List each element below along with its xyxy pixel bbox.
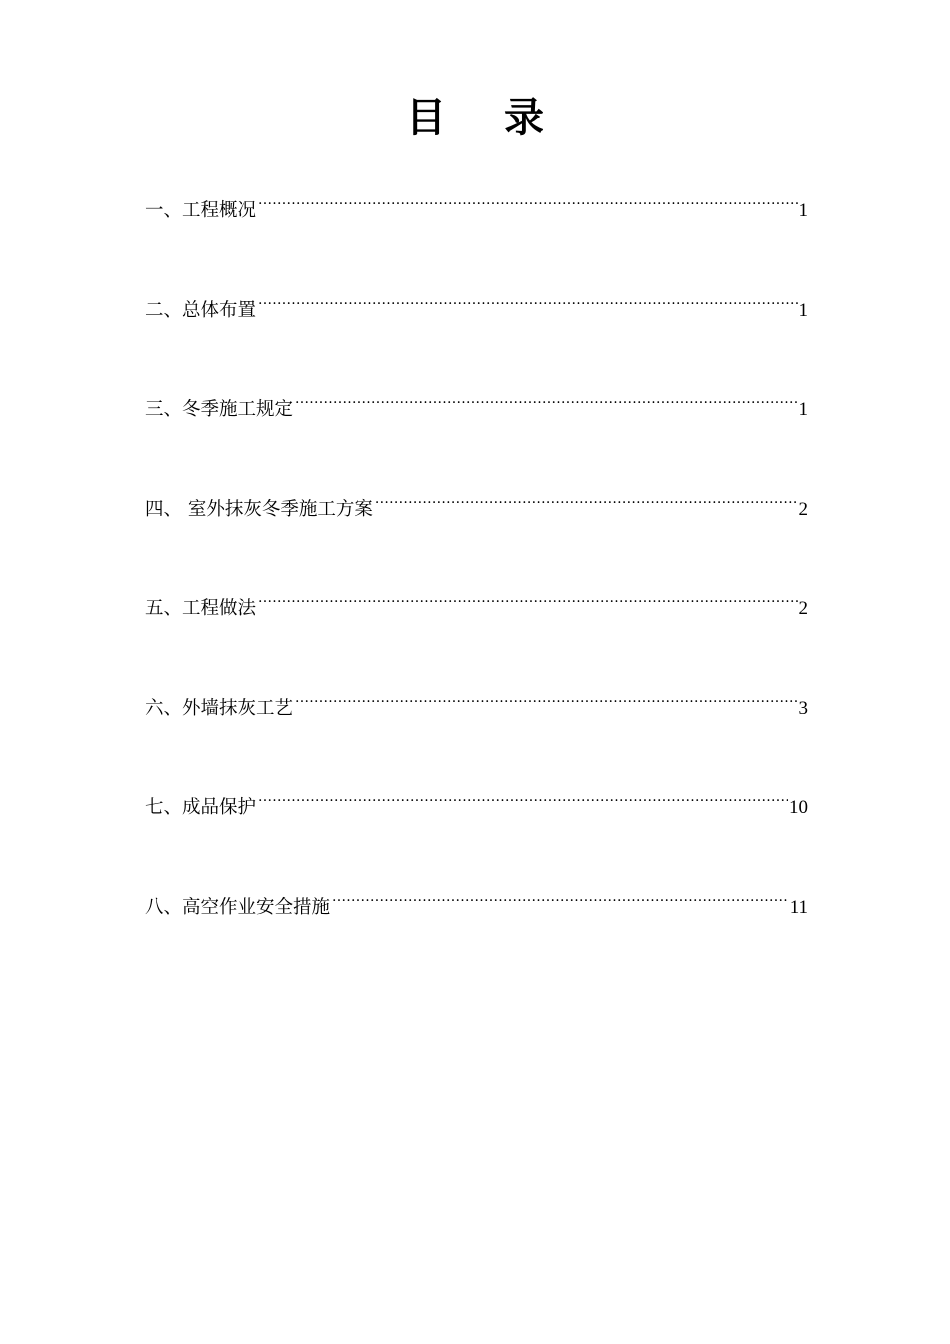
toc-entry[interactable] (145, 375, 808, 475)
toc-entry-label: 二、总体布置 (145, 299, 257, 321)
toc-dot-leader (295, 674, 797, 714)
toc-entry-label: 七、成品保护 (145, 797, 257, 818)
toc-entry[interactable] (145, 873, 808, 973)
toc-entry-label: 六、外墙抹灰工艺 (145, 697, 294, 719)
toc-page-number: 1 (798, 200, 808, 221)
toc-entry-label: 一、工程概况 (145, 200, 257, 221)
toc-entry[interactable] (145, 276, 808, 376)
toc-page-number: 1 (798, 299, 808, 321)
toc-list (145, 176, 808, 972)
toc-title: 目录 (406, 95, 602, 141)
toc-page-number: 11 (789, 896, 808, 918)
toc-page-number: 1 (798, 399, 808, 420)
toc-entry[interactable] (145, 475, 808, 575)
toc-page-number: 2 (798, 598, 808, 619)
toc-dot-leader (258, 276, 797, 316)
toc-dot-leader (332, 873, 789, 913)
toc-dot-leader (375, 475, 798, 515)
toc-entry[interactable] (145, 773, 808, 873)
toc-entry[interactable] (145, 176, 808, 276)
toc-dot-leader (295, 375, 797, 415)
toc-dot-leader (258, 176, 797, 216)
toc-dot-leader (258, 574, 797, 614)
toc-entry-label: 四、 室外抹灰冬季施工方案 (145, 498, 373, 520)
toc-entry-label: 三、冬季施工规定 (145, 399, 294, 420)
toc-entry-label: 五、工程做法 (145, 598, 257, 619)
toc-entry-label: 八、高空作业安全措施 (145, 896, 331, 918)
toc-page-number: 3 (798, 697, 808, 719)
toc-page-number: 10 (789, 797, 808, 818)
toc-entry[interactable] (145, 574, 808, 674)
toc-entry[interactable] (145, 674, 808, 774)
toc-page-number: 2 (798, 498, 808, 520)
toc-dot-leader (258, 773, 788, 813)
